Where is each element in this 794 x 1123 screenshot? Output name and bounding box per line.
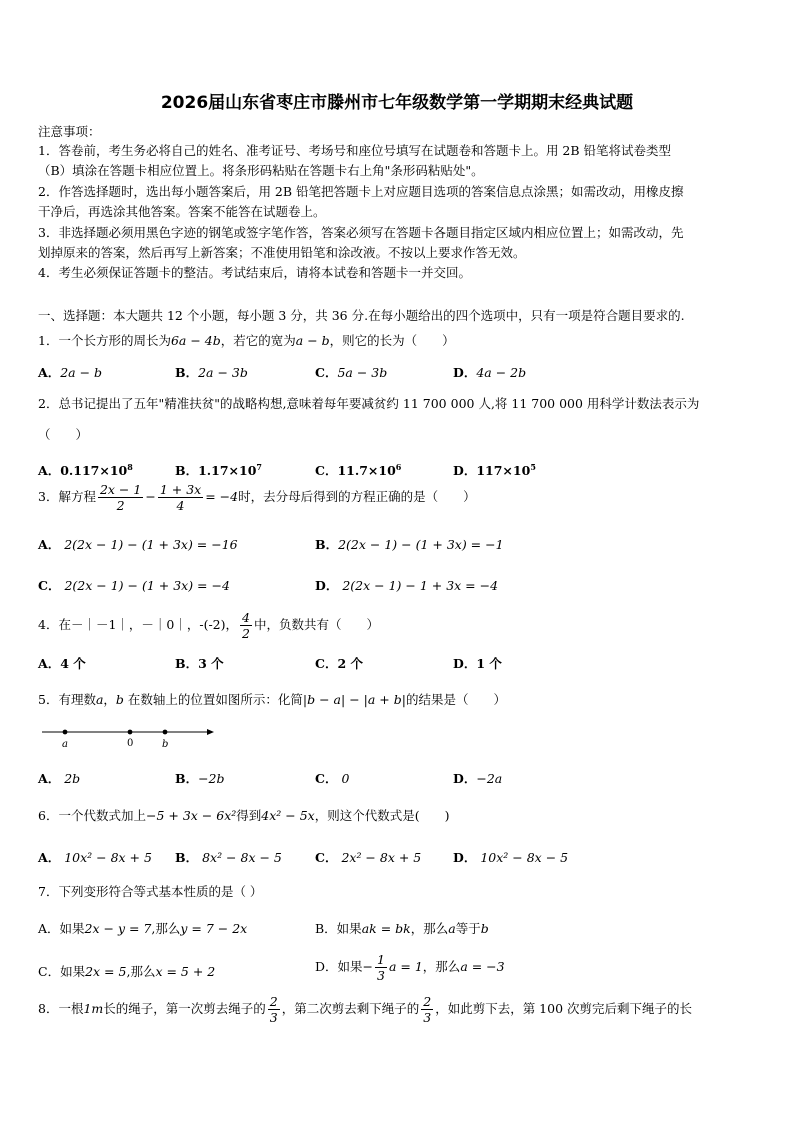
q4-option-c[interactable]: C．2 个 (315, 656, 364, 671)
q1-option-c[interactable]: C．5a − 3b (315, 365, 388, 380)
q4-option-b[interactable]: B．3 个 (175, 656, 224, 671)
notice-line: 干净后，再选涂其他答案。答案不能答在试题卷上。 (38, 204, 326, 219)
fraction: $\frac{4}{2}$ (242, 610, 250, 641)
notice-line: 2．作答选择题时，选出每小题答案后，用 2B 铅笔把答题卡上对应题目选项的答案信息点涂黑；如需改动，用橡皮擦 (38, 184, 684, 199)
q3-option-c[interactable]: C． 2(2x − 1) − (1 + 3x) = −4 (38, 578, 230, 593)
notice-line: 1．答卷前，考生务必将自己的姓名、准考证号、考场号和座位号填写在试题卷和答题卡上。用 2B 铅笔将试卷类型 (38, 143, 672, 158)
point-origin (128, 730, 133, 735)
q5-option-d[interactable]: D．−2a (453, 771, 503, 786)
question-7-stem: 7．下列变形符合等式基本性质的是（ ） (38, 884, 263, 899)
notice-line: 划掉原来的答案，然后再写上新答案；不准使用铅笔和涂改液。不按以上要求作答无效。 (38, 245, 526, 260)
q7-option-b[interactable]: B．如果ak = bk，那么a等于b (315, 921, 489, 936)
q4-option-a[interactable]: A．4 个 (38, 656, 86, 671)
number-line-figure (38, 722, 218, 750)
label-zero: 0 (127, 738, 134, 749)
question-3-stem: 3．解方程 $\frac{2x - 1}{2}$ − $\frac{1 + 3x}{4}$ = −4时，去分母后得到的方程正确的是（ ） (38, 482, 476, 513)
q2-option-a[interactable]: A．$0.117\times 10^8$ (38, 462, 133, 479)
q2-option-c[interactable]: C．$11.7\times 10^6$ (315, 462, 402, 479)
q5-option-c[interactable]: C． 0 (315, 771, 350, 786)
fraction: $\frac{1 + 3x}{4}$ (159, 482, 202, 513)
notice-line: 3．非选择题必须用黑色字迹的钢笔或签字笔作答，答案必须写在答题卡各题目指定区域内相应位置上；如需改动，先 (38, 225, 684, 240)
q1-option-a[interactable]: A．2a − b (38, 365, 103, 380)
question-4-stem: 4．在－｜－1｜，－｜0｜，-(-2)， $\frac{4}{2}$ 中，负数共有（ ） (38, 610, 379, 641)
q1-option-b[interactable]: B．2a − 3b (175, 365, 248, 380)
q3-option-b[interactable]: B．2(2x − 1) − (1 + 3x) = −1 (315, 537, 504, 552)
question-5-stem: 5．有理数a，b 在数轴上的位置如图所示：化简|b − a| − |a + b|的结果是（ ） (38, 692, 506, 707)
q5-option-a[interactable]: A． 2b (38, 771, 81, 786)
q7-option-c[interactable]: C．如果2x = 5,那么x = 5 + 2 (38, 964, 216, 979)
q7-option-a[interactable]: A．如果2x − y = 7,那么y = 7 − 2x (38, 921, 248, 936)
notice-heading: 注意事项： (38, 124, 101, 139)
q6-option-b[interactable]: B． 8x² − 8x − 5 (175, 850, 282, 865)
page-title: 2026届山东省枣庄市滕州市七年级数学第一学期期末经典试题 (160, 93, 634, 113)
q2-option-b[interactable]: B．$1.17\times 10^7$ (175, 462, 262, 479)
question-1-stem: 1．一个长方形的周长为6a − 4b，若它的宽为a − b，则它的长为（ ） (38, 333, 455, 348)
notice-line: 4．考生必须保证答题卡的整洁。考试结束后，请将本试卷和答题卡一并交回。 (38, 265, 471, 280)
fraction: $\frac{2}{3}$ (423, 994, 432, 1025)
q2-option-d[interactable]: D．$117\times 10^5$ (453, 462, 536, 479)
q6-option-c[interactable]: C． 2x² − 8x + 5 (315, 850, 422, 865)
q5-option-b[interactable]: B．−2b (175, 771, 225, 786)
fraction: $\frac{1}{3}$ (377, 952, 385, 983)
arrow-head-icon (207, 729, 214, 735)
q3-option-a[interactable]: A． 2(2x − 1) − (1 + 3x) = −16 (38, 537, 238, 552)
question-6-stem: 6．一个代数式加上−5 + 3x − 6x²得到4x² − 5x，则这个代数式是( ) (38, 808, 450, 823)
section-heading: 一、选择题：本大题共 12 个小题，每小题 3 分，共 36 分.在每小题给出的四个选项中，只有一项是符合题目要求的. (38, 308, 685, 323)
q6-option-d[interactable]: D． 10x² − 8x − 5 (453, 850, 569, 865)
q1-option-d[interactable]: D．4a − 2b (453, 365, 527, 380)
fraction: $\frac{2}{3}$ (269, 994, 278, 1025)
label-b: b (162, 739, 169, 750)
label-a: a (62, 739, 68, 750)
q7-option-d[interactable]: D．如果− $\frac{1}{3}$ a = 1，那么a = −3 (315, 952, 505, 983)
notice-line: （B）填涂在答题卡相应位置上。将条形码粘贴在答题卡右上角"条形码粘贴处"。 (38, 163, 484, 178)
question-2-paren: （ ） (38, 427, 89, 442)
point-a (63, 730, 68, 735)
question-8-stem: 8．一根1m长的绳子，第一次剪去绳子的 $\frac{2}{3}$ ，第二次剪去剩下绳子的 $\frac{2}{3}$ ，如此剪下去，第 100 次剪完后剩下绳子的长 (38, 994, 693, 1025)
q3-option-d[interactable]: D． 2(2x − 1) − 1 + 3x = −4 (315, 578, 499, 593)
q4-option-d[interactable]: D．1 个 (453, 656, 502, 671)
question-2-stem: 2．总书记提出了五年"精准扶贫"的战略构想,意味着每年要减贫约 11 700 000 人,将 11 700 000 用科学计数法表示为 (38, 396, 700, 411)
fraction: $\frac{2x - 1}{2}$ (99, 482, 142, 513)
q6-option-a[interactable]: A． 10x² − 8x + 5 (38, 850, 152, 865)
point-b (163, 730, 168, 735)
